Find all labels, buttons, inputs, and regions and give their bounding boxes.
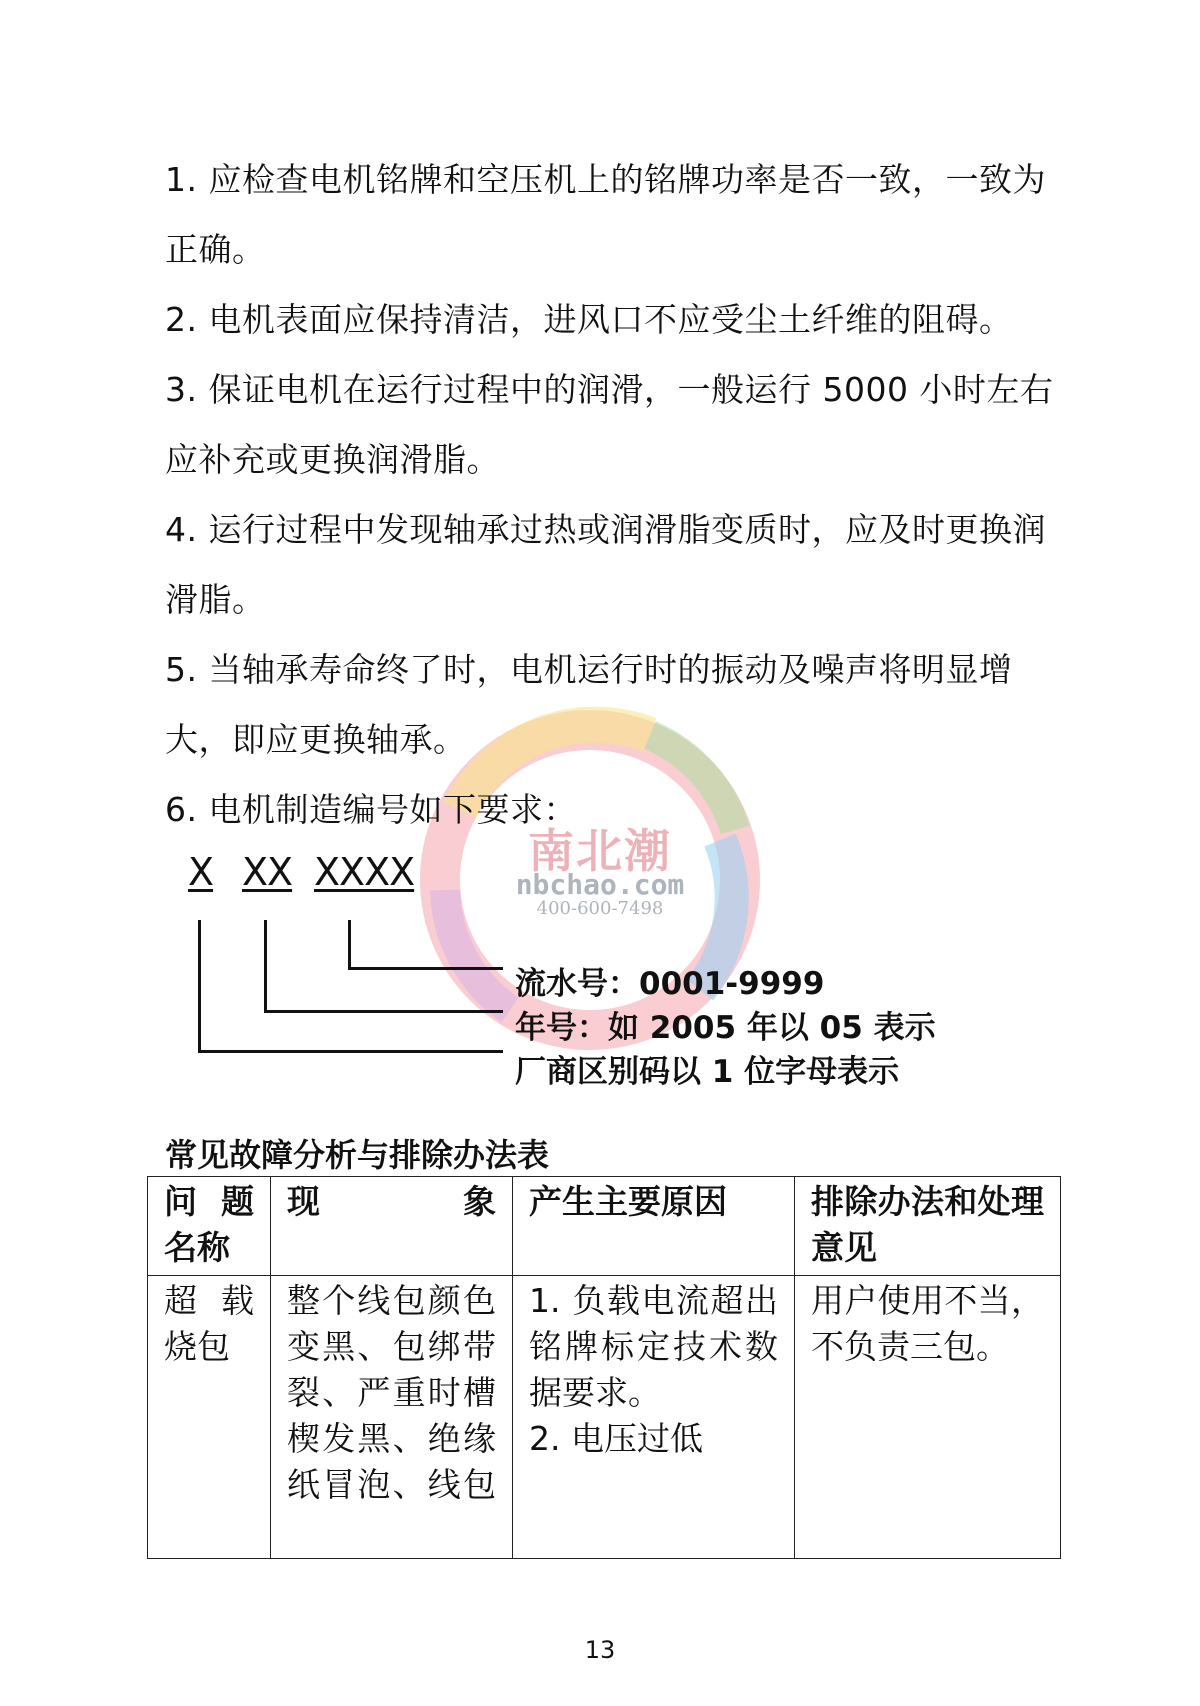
table-row <box>148 1276 1061 1559</box>
cell-cause-2: 2. 电压过低 <box>529 1419 703 1458</box>
header-cause: 产生主要原因 <box>513 1177 795 1276</box>
table-title: 常见故障分析与排除办法表 <box>165 1136 550 1174</box>
connector-year-horizontal <box>264 1010 503 1013</box>
watermark-phone-text: 400-600-7498 <box>536 898 664 919</box>
serial-part-vendor: X <box>188 850 214 894</box>
cell-symptom <box>271 1276 513 1559</box>
item-6: 6. 电机制造编号如下要求： <box>165 790 577 829</box>
header-symptom: 现 象 <box>271 1177 513 1276</box>
connector-year-vertical <box>264 920 267 1013</box>
cell-problem: 超载烧包 <box>148 1276 271 1559</box>
serial-part-year: XX <box>242 850 293 894</box>
cell-cause <box>513 1276 795 1559</box>
header-solution: 排除办法和处理意见 <box>795 1177 1061 1276</box>
header-problem: 问题名称 <box>148 1177 271 1276</box>
item-5: 5. 当轴承寿命终了时，电机运行时的振动及噪声将明显增大，即应更换轴承。 <box>165 650 1013 759</box>
item-2: 2. 电机表面应保持清洁，进风口不应受尘土纤维的阻碍。 <box>165 300 1013 339</box>
fault-table <box>147 1176 1061 1559</box>
page-number: 13 <box>584 1636 616 1664</box>
connector-vendor-horizontal <box>198 1050 503 1053</box>
legend-vendor: 厂商区别码以 1 位字母表示 <box>515 1054 900 1090</box>
connector-sequence-horizontal <box>348 967 503 970</box>
connector-vendor-vertical <box>198 920 201 1053</box>
watermark-brand-text: 南北潮 <box>528 824 672 878</box>
item-3: 3. 保证电机在运行过程中的润滑，一般运行 5000 小时左右应补充或更换润滑脂。 <box>165 370 1054 479</box>
legend-sequence: 流水号：0001-9999 <box>515 966 825 1002</box>
legend-year: 年号：如 2005 年以 05 表示 <box>515 1010 936 1046</box>
cell-solution: 用户使用不当，不负责三包。 <box>795 1276 1061 1559</box>
connector-sequence-vertical <box>348 920 351 970</box>
watermark-domain-text: nbchao.com <box>515 868 685 901</box>
cell-symptom-text: 整个线包颜色变黑、包绑带裂、严重时槽楔发黑、绝缘纸冒泡、线包 <box>287 1281 496 1504</box>
serial-part-sequence: XXXX <box>314 850 415 894</box>
table-header-row <box>148 1177 1061 1276</box>
item-1: 1. 应检查电机铭牌和空压机上的铭牌功率是否一致，一致为正确。 <box>165 160 1046 269</box>
item-4: 4. 运行过程中发现轴承过热或润滑脂变质时，应及时更换润滑脂。 <box>165 510 1046 619</box>
cell-cause-1: 1. 负载电流超出铭牌标定技术数据要求。 <box>529 1281 778 1412</box>
